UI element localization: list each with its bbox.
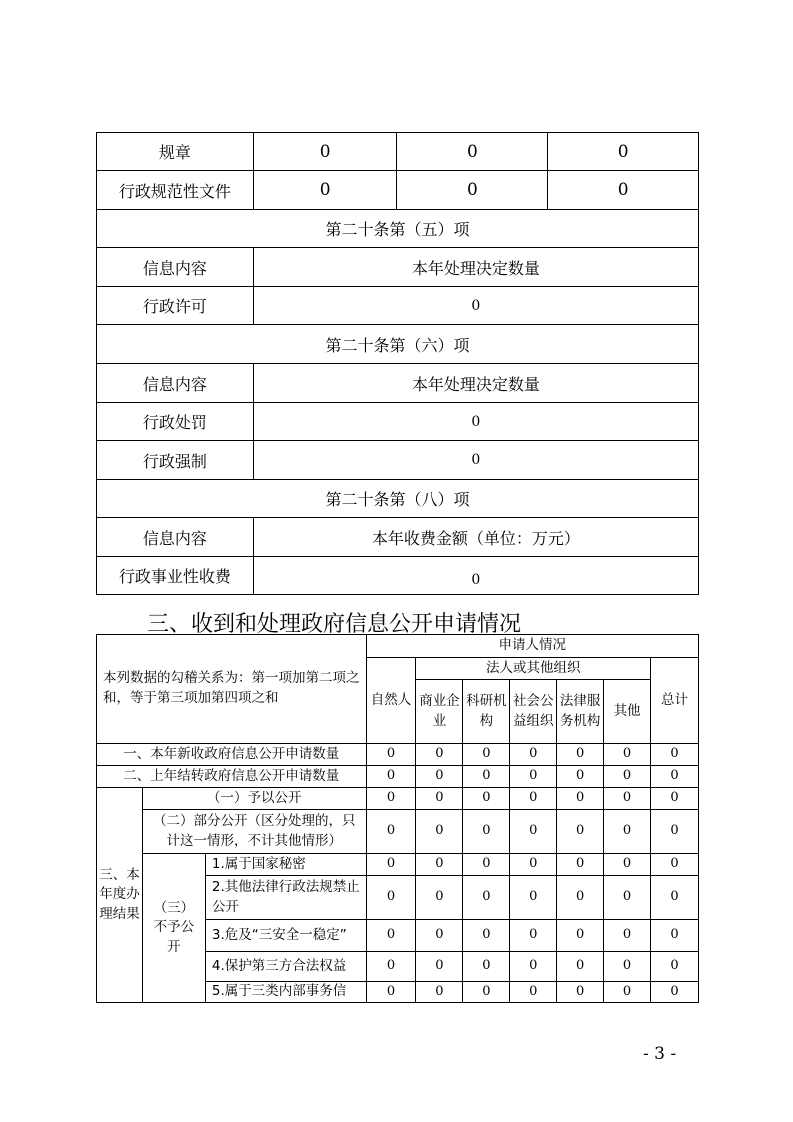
cell-value: 0 bbox=[510, 952, 557, 982]
row-label: 行政强制 bbox=[97, 441, 254, 480]
table-row bbox=[97, 133, 699, 171]
cell-value: 0 bbox=[548, 133, 699, 171]
cell-value: 0 bbox=[651, 876, 699, 920]
col-header: 法律服务机构 bbox=[557, 680, 604, 744]
row-label: 行政规范性文件 bbox=[97, 171, 254, 210]
col-header: 其他 bbox=[604, 680, 651, 744]
table-row bbox=[97, 441, 699, 480]
row-label: 5.属于三类内部事务信 bbox=[205, 982, 366, 1003]
cell-value: 0 bbox=[557, 788, 604, 810]
cell-value: 0 bbox=[416, 952, 463, 982]
cell-value: 0 bbox=[253, 133, 397, 171]
header-label: 信息内容 bbox=[97, 248, 254, 287]
application-table bbox=[96, 634, 699, 1003]
cell-value: 0 bbox=[416, 920, 463, 952]
col-header: 商业企业 bbox=[416, 680, 463, 744]
cell-value: 0 bbox=[604, 788, 651, 810]
cell-value: 0 bbox=[604, 876, 651, 920]
cell-value: 0 bbox=[651, 854, 699, 876]
cell-value: 0 bbox=[416, 744, 463, 766]
cell-value: 0 bbox=[604, 920, 651, 952]
row-label: 2.其他法律行政法规禁止公开 bbox=[205, 876, 366, 920]
cell-value: 0 bbox=[604, 744, 651, 766]
table-row bbox=[97, 287, 699, 325]
table-row bbox=[97, 171, 699, 210]
section-title-row bbox=[97, 210, 699, 248]
table-row bbox=[97, 766, 699, 788]
row-label: 行政事业性收费 bbox=[97, 557, 254, 595]
cell-value: 0 bbox=[397, 133, 548, 171]
cell-value: 0 bbox=[510, 766, 557, 788]
cell-value: 0 bbox=[366, 766, 416, 788]
cell-value: 0 bbox=[463, 854, 510, 876]
cell-value: 0 bbox=[510, 788, 557, 810]
table-row bbox=[97, 403, 699, 441]
cell-value: 0 bbox=[366, 810, 416, 854]
table-row bbox=[97, 557, 699, 595]
cell-value: 0 bbox=[416, 788, 463, 810]
cell-value: 0 bbox=[651, 952, 699, 982]
row-label: 一、本年新收政府信息公开申请数量 bbox=[97, 744, 367, 766]
row-label: 行政处罚 bbox=[97, 403, 254, 441]
disclosure-table-upper bbox=[96, 132, 699, 595]
cell-value: 0 bbox=[366, 982, 416, 1003]
cell-value: 0 bbox=[463, 766, 510, 788]
cell-value: 0 bbox=[604, 982, 651, 1003]
cell-value: 0 bbox=[557, 744, 604, 766]
section-title: 第二十条第（八）项 bbox=[97, 480, 699, 518]
group-label: 三、本年度办理结果 bbox=[97, 788, 143, 1003]
section-title-row bbox=[97, 480, 699, 518]
cell-value: 0 bbox=[651, 810, 699, 854]
row-label: 规章 bbox=[97, 133, 254, 171]
page-number: - 3 - bbox=[643, 1044, 677, 1064]
cell-value: 0 bbox=[510, 982, 557, 1003]
cell-value: 0 bbox=[557, 810, 604, 854]
table-row bbox=[97, 810, 699, 854]
cell-value: 0 bbox=[416, 876, 463, 920]
header-value: 本年收费金额（单位：万元） bbox=[253, 518, 698, 557]
row-label: 1.属于国家秘密 bbox=[205, 854, 366, 876]
cell-value: 0 bbox=[463, 744, 510, 766]
col-header: 社会公益组织 bbox=[510, 680, 557, 744]
cell-value: 0 bbox=[253, 171, 397, 210]
cell-value: 0 bbox=[416, 810, 463, 854]
cell-value: 0 bbox=[416, 766, 463, 788]
cell-value: 0 bbox=[463, 920, 510, 952]
cell-value: 0 bbox=[366, 744, 416, 766]
cell-value: 0 bbox=[604, 810, 651, 854]
header-row bbox=[97, 635, 699, 658]
cell-value: 0 bbox=[651, 744, 699, 766]
cell-value: 0 bbox=[463, 876, 510, 920]
cell-value: 0 bbox=[253, 557, 698, 595]
relation-note: 本列数据的勾稽关系为：第一项加第二项之和，等于第三项加第四项之和 bbox=[97, 635, 367, 744]
header-row bbox=[97, 518, 699, 557]
section-title: 第二十条第（六）项 bbox=[97, 325, 699, 364]
table-row bbox=[97, 854, 699, 876]
applicant-header: 申请人情况 bbox=[366, 635, 698, 658]
header-label: 信息内容 bbox=[97, 518, 254, 557]
cell-value: 0 bbox=[366, 788, 416, 810]
cell-value: 0 bbox=[463, 810, 510, 854]
subgroup-label: （三）不予公开 bbox=[142, 854, 205, 1003]
row-label: 行政许可 bbox=[97, 287, 254, 325]
cell-value: 0 bbox=[463, 788, 510, 810]
cell-value: 0 bbox=[463, 982, 510, 1003]
cell-value: 0 bbox=[366, 920, 416, 952]
cell-value: 0 bbox=[557, 920, 604, 952]
cell-value: 0 bbox=[557, 766, 604, 788]
header-value: 本年处理决定数量 bbox=[253, 248, 698, 287]
cell-value: 0 bbox=[548, 171, 699, 210]
cell-value: 0 bbox=[604, 766, 651, 788]
cell-value: 0 bbox=[253, 403, 698, 441]
row-label: 二、上年结转政府信息公开申请数量 bbox=[97, 766, 367, 788]
cell-value: 0 bbox=[416, 854, 463, 876]
header-row bbox=[97, 364, 699, 403]
section-title-row bbox=[97, 325, 699, 364]
cell-value: 0 bbox=[651, 920, 699, 952]
header-value: 本年处理决定数量 bbox=[253, 364, 698, 403]
cell-value: 0 bbox=[604, 952, 651, 982]
cell-value: 0 bbox=[510, 810, 557, 854]
table-row bbox=[97, 788, 699, 810]
legal-entity-header: 法人或其他组织 bbox=[416, 658, 651, 680]
cell-value: 0 bbox=[510, 920, 557, 952]
cell-value: 0 bbox=[416, 982, 463, 1003]
col-header: 总计 bbox=[651, 658, 699, 744]
cell-value: 0 bbox=[557, 854, 604, 876]
cell-value: 0 bbox=[366, 876, 416, 920]
cell-value: 0 bbox=[463, 952, 510, 982]
cell-value: 0 bbox=[510, 854, 557, 876]
cell-value: 0 bbox=[366, 952, 416, 982]
cell-value: 0 bbox=[253, 441, 698, 480]
cell-value: 0 bbox=[510, 876, 557, 920]
cell-value: 0 bbox=[557, 876, 604, 920]
cell-value: 0 bbox=[253, 287, 698, 325]
cell-value: 0 bbox=[510, 744, 557, 766]
row-label: 4.保护第三方合法权益 bbox=[205, 952, 366, 982]
cell-value: 0 bbox=[366, 854, 416, 876]
row-label: （一）予以公开 bbox=[142, 788, 366, 810]
col-header: 自然人 bbox=[366, 658, 416, 744]
cell-value: 0 bbox=[604, 854, 651, 876]
section-title: 第二十条第（五）项 bbox=[97, 210, 699, 248]
row-label: （二）部分公开（区分处理的，只计这一情形，不计其他情形） bbox=[142, 810, 366, 854]
cell-value: 0 bbox=[397, 171, 548, 210]
table-row bbox=[97, 744, 699, 766]
header-row bbox=[97, 248, 699, 287]
cell-value: 0 bbox=[651, 766, 699, 788]
section-heading: 三、收到和处理政府信息公开申请情况 bbox=[147, 612, 522, 637]
row-label: 3.危及“三安全一稳定” bbox=[205, 920, 366, 952]
cell-value: 0 bbox=[557, 982, 604, 1003]
cell-value: 0 bbox=[651, 788, 699, 810]
cell-value: 0 bbox=[557, 952, 604, 982]
cell-value: 0 bbox=[651, 982, 699, 1003]
header-label: 信息内容 bbox=[97, 364, 254, 403]
col-header: 科研机构 bbox=[463, 680, 510, 744]
